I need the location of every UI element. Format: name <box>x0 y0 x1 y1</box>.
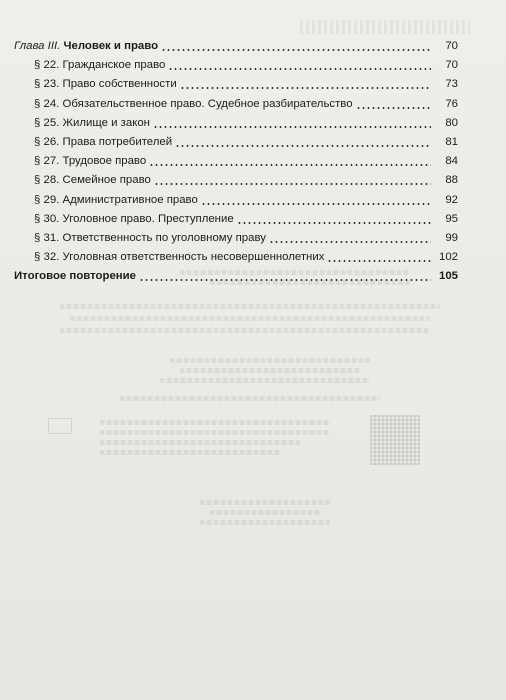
ghost-text-line <box>100 440 300 445</box>
section-title <box>34 133 175 152</box>
toc-section-row <box>14 191 458 210</box>
dot-leader <box>149 164 431 166</box>
page-number: 88 <box>445 174 458 187</box>
table-of-contents <box>14 37 458 286</box>
summary-title: Итоговое повторение <box>14 270 137 283</box>
toc-section-row <box>14 95 458 114</box>
dot-leader <box>180 87 431 89</box>
page-number: 76 <box>445 97 458 110</box>
section-title <box>34 56 168 75</box>
section-number: § 25. <box>34 116 60 129</box>
section-title <box>34 248 327 267</box>
section-name: Административное право <box>62 193 198 206</box>
section-name: Ответственность по уголовному праву <box>62 231 266 244</box>
ghost-text-line <box>100 450 280 455</box>
section-number: § 30. <box>34 212 60 225</box>
section-number: § 27. <box>34 155 60 168</box>
ghost-text-line <box>180 270 410 275</box>
dot-leader <box>237 222 431 224</box>
ghost-text-line <box>180 368 360 373</box>
section-number: § 22. <box>34 59 60 72</box>
page-number: 80 <box>445 116 458 129</box>
ghost-text-line <box>100 420 330 425</box>
ghost-text-line <box>200 520 330 525</box>
section-number: § 32. <box>34 251 60 264</box>
page-number: 70 <box>445 40 458 53</box>
section-number: § 29. <box>34 193 60 206</box>
section-name: Право собственности <box>62 78 177 91</box>
section-title <box>34 210 237 229</box>
ghost-qr-code <box>370 415 420 465</box>
show-through-imprint <box>60 270 480 530</box>
section-name: Права потребителей <box>62 136 173 149</box>
page-number: 73 <box>445 78 458 91</box>
section-number: § 31. <box>34 231 60 244</box>
section-name: Уголовная ответственность несовершеннолетних <box>62 251 325 264</box>
dot-leader <box>201 203 431 205</box>
ghost-text-line <box>60 328 430 333</box>
page-number: 105 <box>438 270 458 283</box>
section-title <box>34 191 201 210</box>
chapter-prefix: Глава III. <box>14 40 61 53</box>
section-number: § 23. <box>34 78 60 91</box>
section-title <box>34 75 180 94</box>
section-title <box>34 171 154 190</box>
page-number: 70 <box>445 59 458 72</box>
dot-leader <box>269 241 431 243</box>
toc-section-row <box>14 248 458 267</box>
ghost-text-line <box>60 304 440 309</box>
page-number: 102 <box>438 251 458 264</box>
ghost-text-line <box>210 510 320 515</box>
show-through-text <box>300 20 470 34</box>
section-number: § 24. <box>34 97 60 110</box>
dot-leader <box>168 68 431 70</box>
section-name: Гражданское право <box>62 59 166 72</box>
toc-section-row <box>14 114 458 133</box>
ghost-text-line <box>70 316 430 321</box>
ghost-text-line <box>100 430 330 435</box>
ghost-logo <box>48 418 72 434</box>
page-number: 84 <box>445 155 458 168</box>
dot-leader <box>161 49 431 51</box>
section-title <box>34 152 149 171</box>
ghost-text-line <box>170 358 370 363</box>
toc-section-row <box>14 229 458 248</box>
dot-leader <box>327 260 431 262</box>
dot-leader <box>356 107 431 109</box>
section-number: § 28. <box>34 174 60 187</box>
toc-section-row <box>14 210 458 229</box>
toc-chapter-row <box>14 37 458 56</box>
dot-leader <box>153 126 431 128</box>
section-name: Уголовное право. Преступление <box>62 212 234 225</box>
toc-section-row <box>14 171 458 190</box>
ghost-text-line <box>160 378 370 383</box>
section-name: Обязательственное право. Судебное разбирательство <box>62 97 353 110</box>
ghost-text-line <box>210 280 410 285</box>
section-title <box>34 95 356 114</box>
dot-leader <box>154 183 431 185</box>
ghost-text-line <box>200 500 330 505</box>
chapter-name: Человек и право <box>63 40 159 53</box>
section-name: Семейное право <box>62 174 151 187</box>
ghost-text-line <box>120 396 380 401</box>
section-number: § 26. <box>34 136 60 149</box>
section-name: Жилище и закон <box>62 116 150 129</box>
section-name: Трудовое право <box>62 155 147 168</box>
section-title <box>34 229 269 248</box>
page-number: 81 <box>445 136 458 149</box>
toc-section-row <box>14 152 458 171</box>
page-number: 95 <box>445 212 458 225</box>
page-number: 99 <box>445 231 458 244</box>
toc-section-row <box>14 133 458 152</box>
page-number: 92 <box>445 193 458 206</box>
chapter-title <box>14 37 161 56</box>
toc-section-row <box>14 56 458 75</box>
dot-leader <box>175 145 431 147</box>
toc-section-row <box>14 75 458 94</box>
section-title <box>34 114 153 133</box>
